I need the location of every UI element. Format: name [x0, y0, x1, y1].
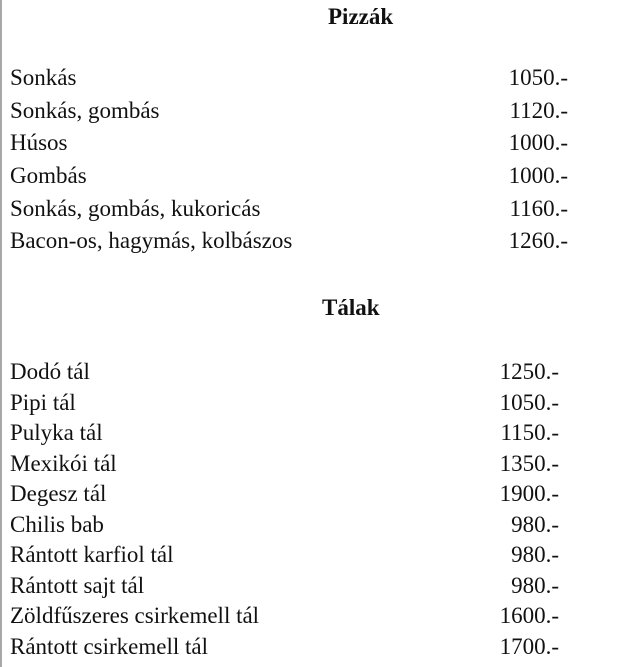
- item-price: 1350.-: [499, 451, 559, 476]
- item-name: Dodó tál: [10, 359, 90, 384]
- item-name: Pipi tál: [10, 390, 76, 415]
- item-name: Degesz tál: [10, 481, 107, 506]
- item-name: Sonkás, gombás, kukoricás: [10, 196, 261, 221]
- item-price: 1600.-: [499, 603, 559, 628]
- item-price: 980.-: [511, 542, 559, 567]
- section-title-pizzak: Pizzák: [328, 4, 394, 29]
- item-name: Rántott sajt tál: [10, 573, 145, 598]
- item-price: 1120.-: [509, 98, 568, 123]
- item-name: Zöldfűszeres csirkemell tál: [10, 603, 260, 628]
- item-price: 1050.-: [499, 390, 559, 415]
- item-price: 1000.-: [508, 130, 568, 155]
- item-name: Sonkás: [10, 65, 77, 90]
- item-name: Chilis bab: [10, 512, 104, 537]
- item-price: 980.-: [511, 512, 559, 537]
- item-name: Sonkás, gombás: [10, 98, 160, 123]
- item-name: Húsos: [10, 130, 68, 155]
- item-name: Gombás: [10, 163, 87, 188]
- item-price: 1050.-: [508, 65, 568, 90]
- item-price: 1150.-: [500, 420, 559, 445]
- item-price: 1700.-: [499, 634, 559, 659]
- item-price: 1260.-: [508, 228, 568, 253]
- left-border: [0, 0, 2, 667]
- item-price: 1160.-: [509, 196, 568, 221]
- item-price: 980.-: [511, 573, 559, 598]
- section-title-talak: Tálak: [322, 295, 380, 320]
- item-name: Pulyka tál: [10, 420, 103, 445]
- item-price: 1900.-: [499, 481, 559, 506]
- item-name: Bacon-os, hagymás, kolbászos: [10, 228, 293, 253]
- item-name: Rántott csirkemell tál: [10, 634, 209, 659]
- item-name: Mexikói tál: [10, 451, 117, 476]
- item-price: 1000.-: [508, 163, 568, 188]
- item-name: Rántott karfiol tál: [10, 542, 174, 567]
- item-price: 1250.-: [499, 359, 559, 384]
